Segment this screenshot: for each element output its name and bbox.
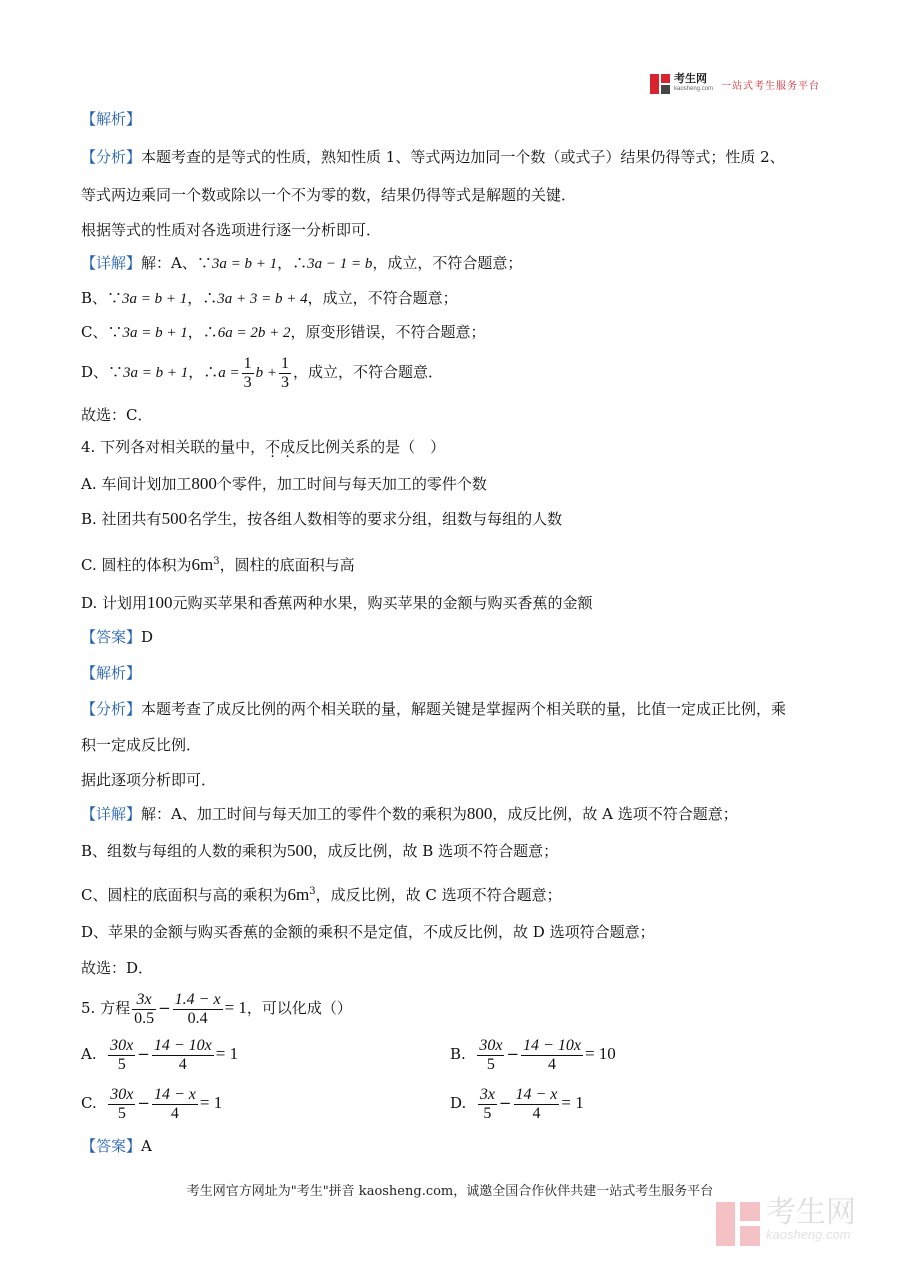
- q5-option-d: D. $\frac{3x}{5}$ − $\frac{14 - x}{4}$ = 1: [450, 1085, 584, 1122]
- q3-fenxi-line3: 根据等式的性质对各选项进行逐一分析即可．: [81, 221, 382, 239]
- q4-option-a: A. 车间计划加工800个零件，加工时间与每天加工的零件个数: [81, 474, 487, 493]
- q4-answer-final: 故选：D．: [81, 959, 154, 977]
- logo-en: kaosheng.com: [674, 86, 714, 92]
- q3-fenxi-line2: 等式两边乘同一个数或除以一个不为零的数，结果仍得等式是解题的关键．: [81, 186, 577, 204]
- page-footer: 考生网官方网址为"考生"拼音 kaosheng.com，诚邀全国合作伙伴共建一站式考生服务平台: [186, 1184, 714, 1199]
- q4-stem: 4. 下列各对相关联的量中，不成反比例关系的是（ ）: [81, 438, 446, 456]
- kaosheng-logo-icon: [650, 74, 670, 94]
- q4-fenxi-line1: 【分析】本题考查了成反比例的两个相关联的量，解题关键是掌握两个相关联的量，比值一定成正比例，乘: [81, 700, 787, 718]
- q5-option-b: B. $\frac{30x}{5}$ − $\frac{14 - 10x}{4}$ = 10: [450, 1036, 616, 1073]
- q4-fenxi-line2: 积一定成反比例．: [81, 736, 202, 754]
- q3-xiangjie-d: D、∵3a = b + 1，∴a = $\frac{1}{3}$ b + $\frac{1}{3}$ ，成立，不符合题意．: [81, 354, 444, 391]
- q3-xiangjie-c: C、∵3a = b + 1，∴6a = 2b + 2，原变形错误，不符合题意；: [81, 323, 486, 341]
- q4-jiexi-tag: 【解析】: [81, 664, 142, 682]
- q4-option-d: D. 计划用100元购买苹果和香蕉两种水果，购买苹果的金额与购买香蕉的金额: [81, 593, 593, 612]
- q4-option-b: B. 社团共有500名学生，按各组人数相等的要求分组，组数与每组的人数: [81, 509, 563, 528]
- watermark-en: kaosheng.com: [766, 1227, 851, 1242]
- q4-fenxi-line3: 据此逐项分析即可．: [81, 771, 217, 789]
- logo-cn: 考生网: [674, 73, 707, 85]
- q4-xiangjie-d: D、苹果的金额与购买香蕉的金额的乘积不是定值，不成反比例，故 D 选项符合题意；: [81, 923, 655, 941]
- header-slogan: 一站式考生服务平台: [721, 80, 821, 92]
- q5-stem: 5. 方程 $\frac{3x}{0.5}$ − $\frac{1.4 - x}{0.4}$ = 1，可以化成（）: [81, 990, 352, 1027]
- watermark-cn: 考生网: [766, 1196, 856, 1229]
- q4-xiangjie-b: B、组数与每组的人数的乘积为500，成反比例，故 B 选项不符合题意；: [81, 841, 559, 860]
- q5-option-a: A. $\frac{30x}{5}$ − $\frac{14 - 10x}{4}$ = 1: [81, 1036, 239, 1073]
- q4-xiangjie-c: C、圆柱的底面积与高的乘积为$6m^3$，成反比例，故 C 选项不符合题意；: [81, 885, 562, 904]
- q3-answer: 故选：C．: [81, 406, 153, 424]
- q5-option-c: C. $\frac{30x}{5}$ − $\frac{14 - x}{4}$ = 1: [81, 1085, 223, 1122]
- q4-answer: 【答案】D: [81, 628, 154, 646]
- header-logo: [650, 74, 820, 94]
- watermark-logo-icon: [716, 1202, 760, 1246]
- watermark: [716, 1196, 856, 1246]
- fraction: $\frac{3x}{0.5}$: [134, 990, 155, 1027]
- q3-fenxi-line1: 【分析】本题考查的是等式的性质，熟知性质 1、等式两边加同一个数（或式子）结果仍得等式；性质 2、: [81, 148, 785, 166]
- fraction: $\frac{1}{3}$: [281, 354, 290, 391]
- fraction: $\frac{1.4 - x}{0.4}$: [174, 990, 221, 1027]
- q4-option-c: C. 圆柱的体积为$6m^3$，圆柱的底面积与高: [81, 555, 355, 574]
- q4-xiangjie-a: 【详解】解：A、加工时间与每天加工的零件个数的乘积为800，成反比例，故 A 选项不符合题意；: [81, 804, 738, 823]
- q3-jiexi-tag: 【解析】: [81, 110, 142, 128]
- fraction: $\frac{1}{3}$: [243, 354, 252, 391]
- q5-answer: 【答案】A: [81, 1137, 152, 1155]
- q3-xiangjie-a: 【详解】解：A、∵3a = b + 1，∴3a − 1 = b，成立，不符合题意；: [81, 254, 523, 272]
- q3-xiangjie-b: B、∵3a = b + 1，∴3a + 3 = b + 4，成立，不符合题意；: [81, 289, 458, 307]
